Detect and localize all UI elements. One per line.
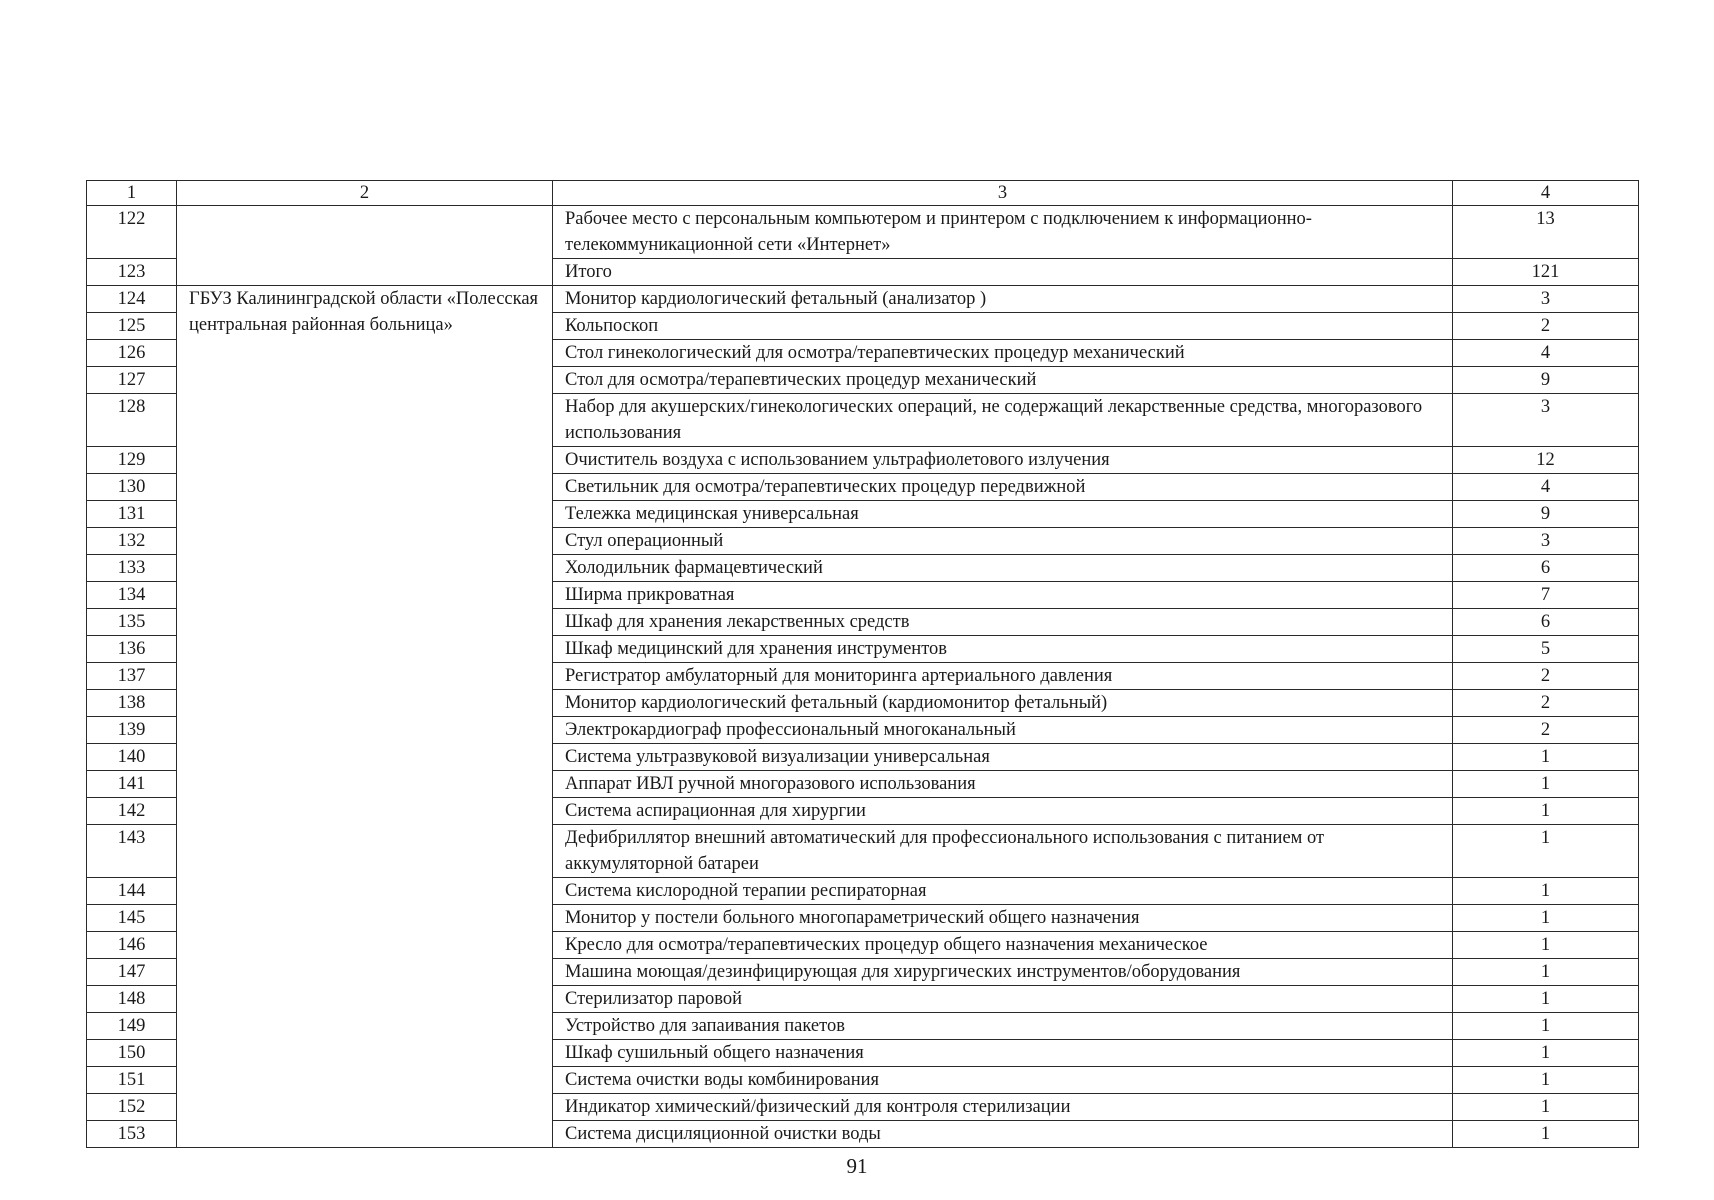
item-name: Шкаф для хранения лекарственных средств [553,609,1453,636]
item-name: Система очистки воды комбинирования [553,1067,1453,1094]
item-quantity: 1 [1453,878,1639,905]
item-name: Машина моющая/дезинфицирующая для хирургических инструментов/оборудования [553,959,1453,986]
row-number: 142 [87,798,177,825]
row-number: 141 [87,771,177,798]
item-name: Шкаф медицинский для хранения инструментов [553,636,1453,663]
row-number: 148 [87,986,177,1013]
total-quantity: 121 [1453,259,1639,286]
item-quantity: 1 [1453,1094,1639,1121]
item-name: Светильник для осмотра/терапевтических процедур передвижной [553,474,1453,501]
row-number: 135 [87,609,177,636]
item-name: Тележка медицинская универсальная [553,501,1453,528]
row-number: 150 [87,1040,177,1067]
item-name: Стерилизатор паровой [553,986,1453,1013]
item-quantity: 2 [1453,663,1639,690]
row-number: 122 [87,206,177,259]
row-number: 140 [87,744,177,771]
row-number: 131 [87,501,177,528]
column-header-2: 2 [177,181,553,206]
equipment-table [86,180,1639,1148]
item-name: Холодильник фармацевтический [553,555,1453,582]
column-header-4: 4 [1453,181,1639,206]
item-quantity: 2 [1453,313,1639,340]
item-name: Монитор кардиологический фетальный (кардиомонитор фетальный) [553,690,1453,717]
row-number: 125 [87,313,177,340]
row-number: 149 [87,1013,177,1040]
item-quantity: 5 [1453,636,1639,663]
item-quantity: 2 [1453,717,1639,744]
row-number: 146 [87,932,177,959]
row-number: 137 [87,663,177,690]
item-name: Система ультразвуковой визуализации универсальная [553,744,1453,771]
row-number: 152 [87,1094,177,1121]
item-quantity: 1 [1453,986,1639,1013]
item-quantity: 13 [1453,206,1639,259]
item-quantity: 1 [1453,1040,1639,1067]
item-quantity: 4 [1453,340,1639,367]
organization-cell-empty [177,206,553,286]
row-number: 139 [87,717,177,744]
row-number: 145 [87,905,177,932]
row-number: 126 [87,340,177,367]
item-name: Стол для осмотра/терапевтических процедур механический [553,367,1453,394]
item-quantity: 12 [1453,447,1639,474]
item-name: Аппарат ИВЛ ручной многоразового использования [553,771,1453,798]
item-quantity: 6 [1453,609,1639,636]
row-number: 132 [87,528,177,555]
row-number: 151 [87,1067,177,1094]
row-number: 143 [87,825,177,878]
row-number: 133 [87,555,177,582]
row-number: 136 [87,636,177,663]
item-name: Монитор у постели больного многопараметрический общего назначения [553,905,1453,932]
total-label: Итого [553,259,1453,286]
item-name: Шкаф сушильный общего назначения [553,1040,1453,1067]
item-name: Очиститель воздуха с использованием ультрафиолетового излучения [553,447,1453,474]
row-number: 123 [87,259,177,286]
page-number: 91 [846,1154,868,1178]
item-quantity: 2 [1453,690,1639,717]
item-name: Электрокардиограф профессиональный многоканальный [553,717,1453,744]
table-row [87,286,1639,313]
row-number: 129 [87,447,177,474]
item-name: Стул операционный [553,528,1453,555]
row-number: 127 [87,367,177,394]
row-number: 128 [87,394,177,447]
column-header-3: 3 [553,181,1453,206]
item-name: Дефибриллятор внешний автоматический для профессионального использования с питанием от аккумуляторной батареи [553,825,1453,878]
row-number: 134 [87,582,177,609]
row-number: 138 [87,690,177,717]
item-name: Индикатор химический/физический для контроля стерилизации [553,1094,1453,1121]
item-name: Рабочее место с персональным компьютером и принтером с подключением к информационно-телекоммуникационной сети «Интернет» [553,206,1453,259]
item-name: Кресло для осмотра/терапевтических процедур общего назначения механическое [553,932,1453,959]
row-number: 124 [87,286,177,313]
table-row [87,206,1639,259]
item-name: Набор для акушерских/гинекологических операций, не содержащий лекарственные средства, многоразового использования [553,394,1453,447]
organization-name: ГБУЗ Калининградской области «Полесская центральная районная больница» [177,286,553,1148]
item-quantity: 1 [1453,932,1639,959]
item-quantity: 4 [1453,474,1639,501]
item-quantity: 1 [1453,959,1639,986]
row-number: 153 [87,1121,177,1148]
item-quantity: 1 [1453,744,1639,771]
item-quantity: 7 [1453,582,1639,609]
item-name: Ширма прикроватная [553,582,1453,609]
item-name: Стол гинекологический для осмотра/терапевтических процедур механический [553,340,1453,367]
item-quantity: 6 [1453,555,1639,582]
item-quantity: 1 [1453,1067,1639,1094]
row-number: 147 [87,959,177,986]
row-number: 130 [87,474,177,501]
column-header-1: 1 [87,181,177,206]
item-name: Система кислородной терапии респираторная [553,878,1453,905]
row-number: 144 [87,878,177,905]
item-quantity: 1 [1453,771,1639,798]
item-name: Регистратор амбулаторный для мониторинга артериального давления [553,663,1453,690]
item-quantity: 3 [1453,394,1639,447]
item-quantity: 1 [1453,798,1639,825]
item-quantity: 1 [1453,1013,1639,1040]
item-quantity: 1 [1453,1121,1639,1148]
item-quantity: 3 [1453,528,1639,555]
item-name: Система дисциляционной очистки воды [553,1121,1453,1148]
item-name: Устройство для запаивания пакетов [553,1013,1453,1040]
item-quantity: 1 [1453,905,1639,932]
table-body [87,181,1639,1148]
item-quantity: 3 [1453,286,1639,313]
table-header-row [87,181,1639,206]
item-quantity: 1 [1453,825,1639,878]
item-quantity: 9 [1453,501,1639,528]
item-quantity: 9 [1453,367,1639,394]
item-name: Система аспирационная для хирургии [553,798,1453,825]
item-name: Монитор кардиологический фетальный (анализатор ) [553,286,1453,313]
item-name: Кольпоскоп [553,313,1453,340]
